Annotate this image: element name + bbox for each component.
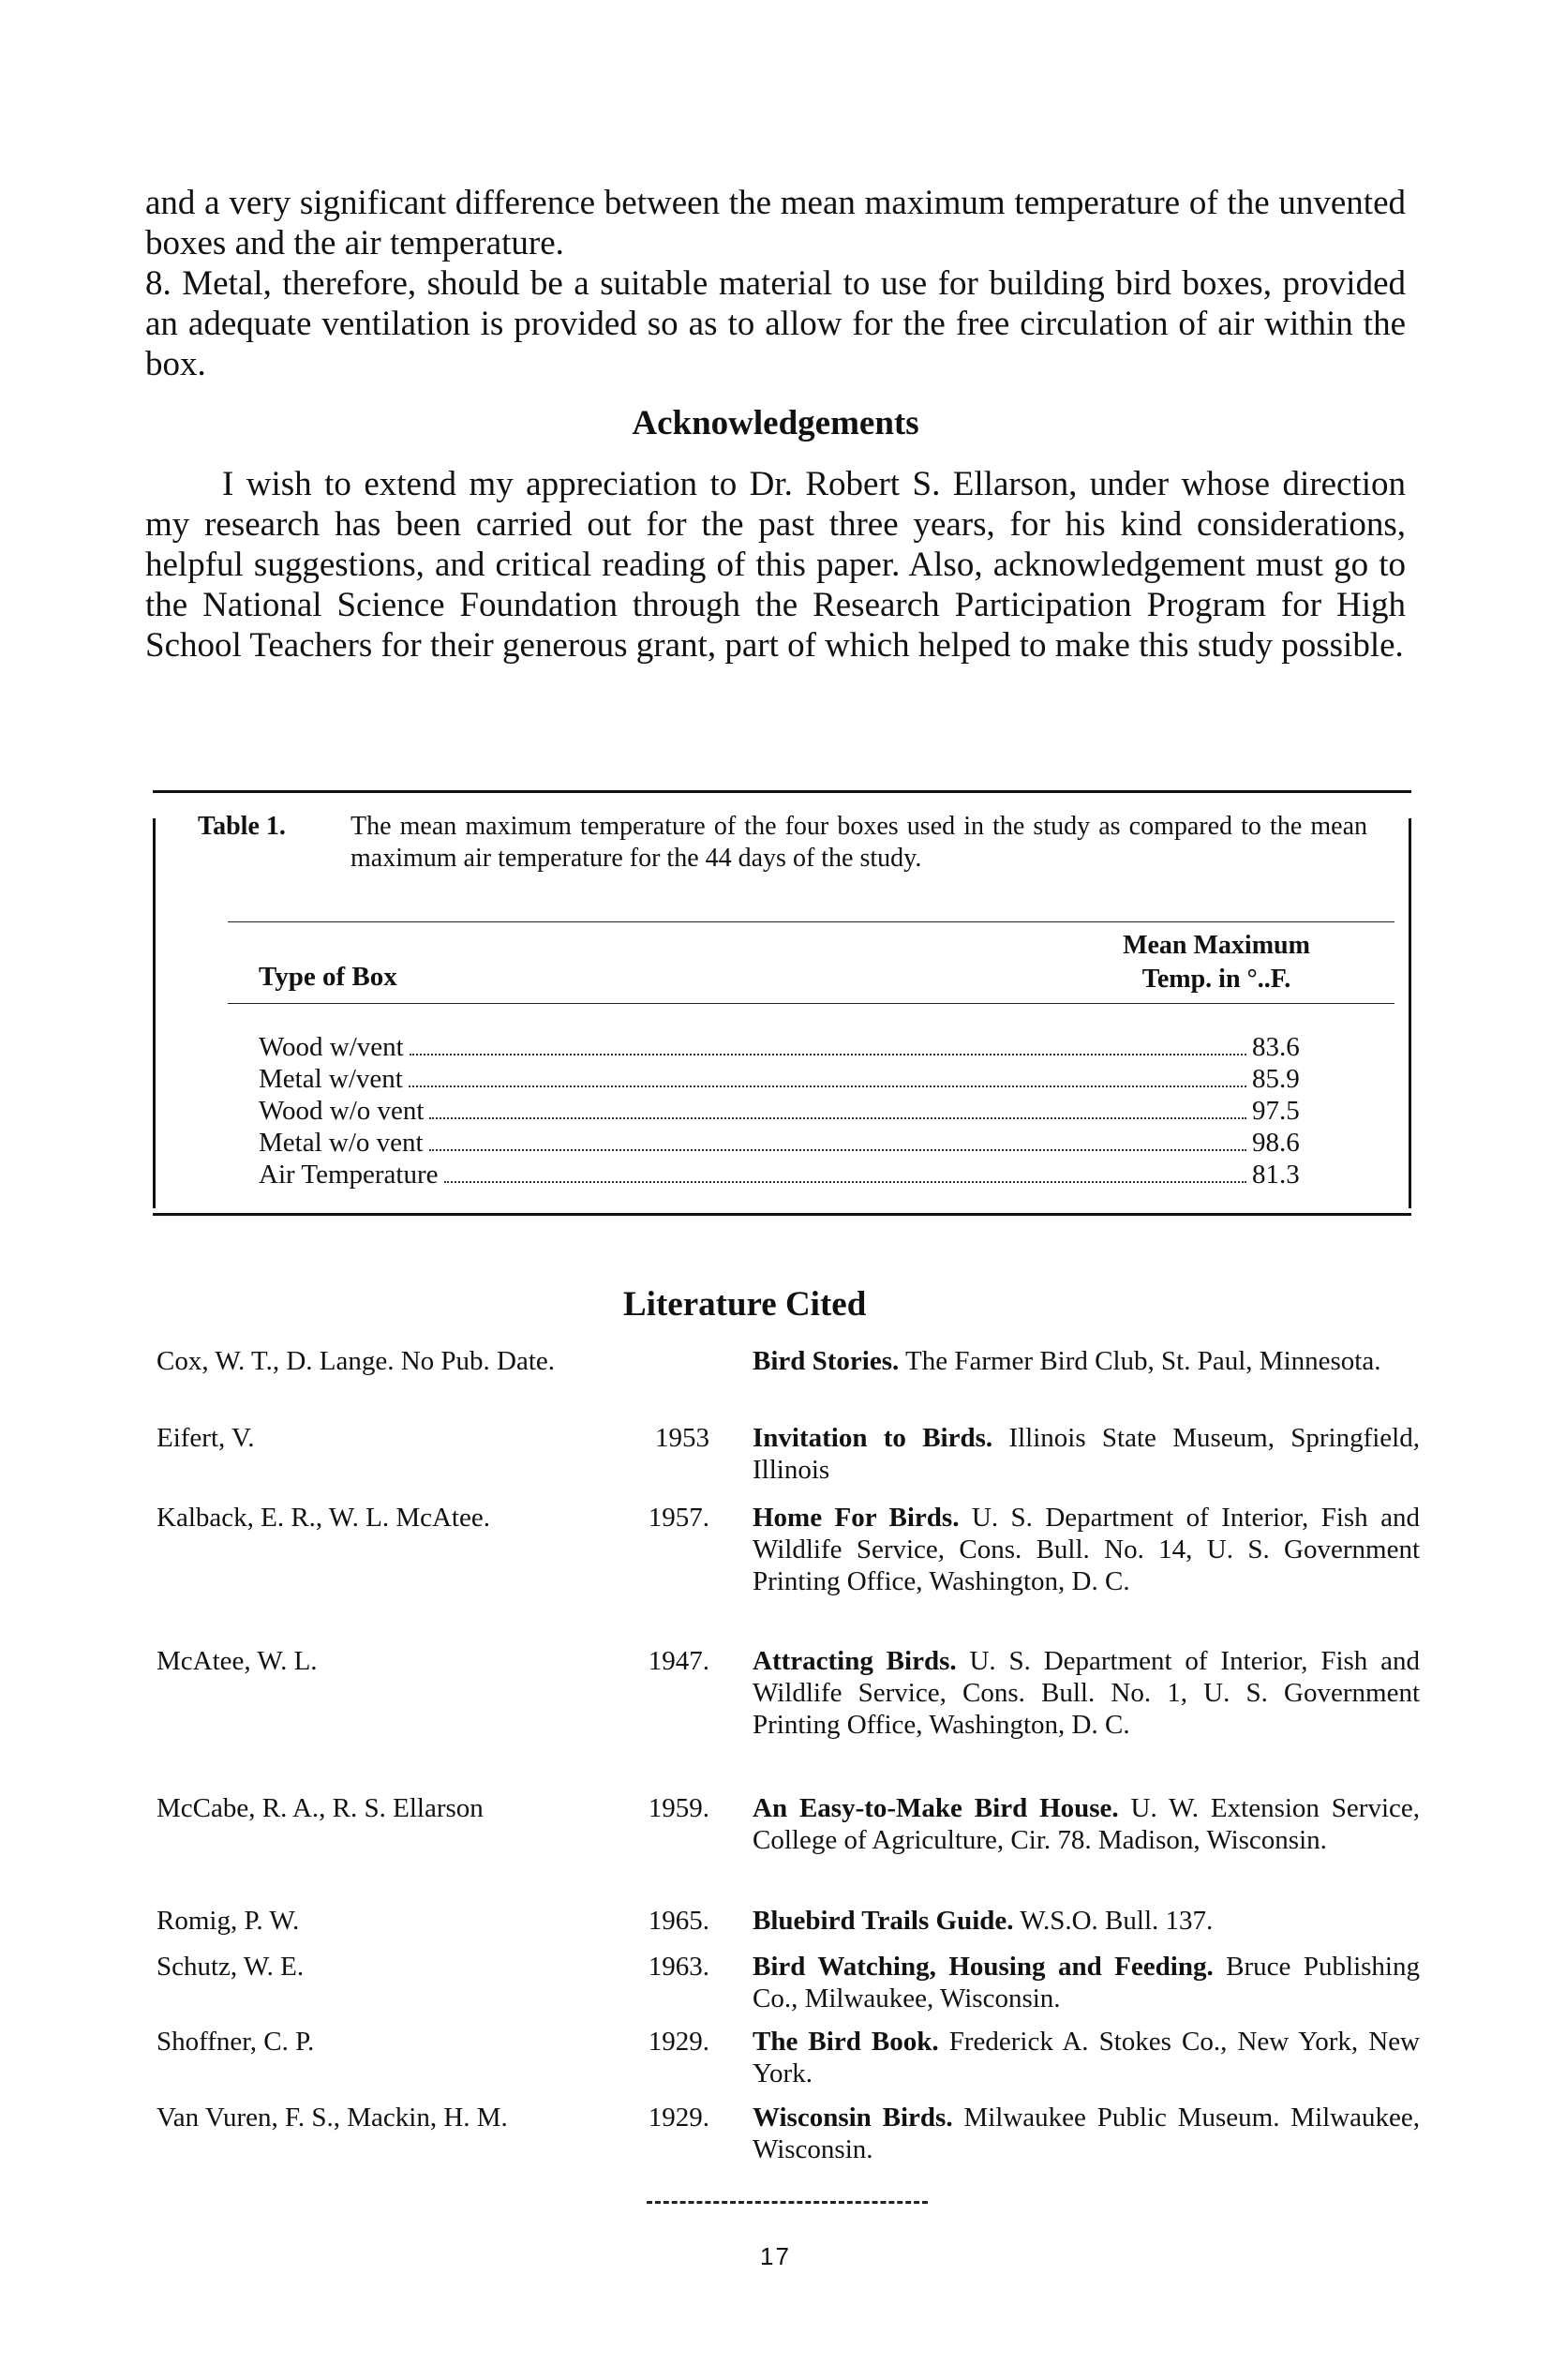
reference-year: 1963. [648,1952,709,1982]
reference-title: Bird Stories. [753,1346,900,1376]
table-row [259,1159,1318,1190]
reference-citation [753,1951,1420,2014]
reference-details: U. S. Department of Interior, Fish and Wildlife Service, Cons. Bull. No. 1, U. S. Government Printing Office, Washington, D. C. [753,1646,1420,1740]
reference-details: Milwaukee Public Museum. Milwaukee, Wisconsin. [753,2103,1420,2164]
reference-title: Home For Birds. [753,1503,960,1533]
reference-citation [753,2102,1420,2165]
row-value: 98.6 [1252,1128,1300,1158]
row-type: Metal w/o vent [259,1128,424,1158]
row-type: Wood w/vent [259,1032,404,1062]
reference-details: U. S. Department of Interior, Fish and Wildlife Service, Cons. Bull. No. 14, U. S. Government Printing Office, Washington, D. C. [753,1503,1420,1596]
reference-author: Kalback, E. R., W. L. McAtee. [157,1503,490,1533]
reference-citation [753,2026,1420,2089]
row-type: Wood w/o vent [259,1096,425,1126]
reference-author: Romig, P. W. [157,1906,300,1936]
reference-citation [753,1645,1420,1741]
reference-citation [753,1345,1420,1377]
reference-title: Attracting Birds. [753,1646,957,1676]
header-divider [228,1003,1394,1004]
reference-citation [753,1502,1420,1597]
row-type: Air Temperature [259,1160,439,1190]
end-divider [647,2201,928,2204]
row-type: Metal w/vent [259,1064,403,1094]
reference-author: Van Vuren, F. S., Mackin, H. M. [157,2103,508,2133]
reference-details: U. W. Extension Service, College of Agriculture, Cir. 78. Madison, Wisconsin. [753,1793,1420,1855]
reference-author: McCabe, R. A., R. S. Ellarson [157,1793,484,1823]
column-header-mean-line2: Temp. in °..F. [1141,965,1291,994]
reference-details: Frederick A. Stokes Co., New York, New York. [753,2027,1421,2088]
leader-dots [429,1117,1246,1119]
reference-details: Bruce Publishing Co., Milwaukee, Wisconsin. [753,1952,1420,2013]
reference-author: Schutz, W. E. [157,1952,305,1982]
reference-details: W.S.O. Bull. 137. [1013,1906,1214,1936]
reference-citation [753,1422,1420,1486]
reference-year: 1953 [655,1423,709,1453]
table-caption-text: The mean maximum temperature of the four boxes used in the study as compared to the mean maximum air temperature for the 44 days of the study. [350,812,1367,873]
table-label: Table 1. [198,812,286,841]
column-header-type: Type of Box [259,962,397,992]
leader-dots [410,1054,1246,1055]
table-top-rule [153,790,1411,793]
leader-dots [444,1181,1247,1183]
table-row [259,1095,1318,1127]
column-header-mean [1076,929,1357,996]
column-header-mean-line1: Mean Maximum [1123,931,1310,960]
table-row [259,1063,1318,1095]
table-row [259,1031,1318,1063]
reference-year: 1929. [648,2103,709,2133]
reference-author: Cox, W. T., D. Lange. No Pub. Date. [157,1346,556,1376]
table-body [259,1031,1318,1190]
leader-dots [429,1149,1246,1151]
row-value: 83.6 [1252,1032,1300,1062]
row-value: 97.5 [1252,1096,1300,1126]
reference-year: 1957. [648,1503,709,1533]
reference-year: 1947. [648,1646,709,1676]
reference-year: 1965. [648,1906,709,1936]
reference-author: Eifert, V. [157,1423,255,1453]
row-value: 85.9 [1252,1064,1300,1094]
row-value: 81.3 [1252,1160,1300,1190]
reference-citation [753,1905,1420,1937]
table-left-border [153,818,156,1208]
intro-paragraph-1: and a very significant difference between the mean maximum temperature of the unvented boxes and the air temperature. [145,184,1406,262]
table-bottom-rule [153,1213,1411,1216]
reference-details: Illinois State Museum, Springfield, Illinois [753,1423,1420,1485]
reference-title: Invitation to Birds. [753,1423,993,1453]
reference-title: The Bird Book. [753,2027,939,2057]
acknowledgements-heading: Acknowledgements [632,404,919,442]
reference-title: Bluebird Trails Guide. [753,1906,1014,1936]
leader-dots [409,1085,1246,1087]
reference-title: An Easy-to-Make Bird House. [753,1793,1119,1823]
acknowledgements-paragraph: I wish to extend my appreciation to Dr. Robert S. Ellarson, under whose direction my research has been carried out for the past three years, for his kind considerations, helpful suggestions, and critical reading of this paper. Also, acknowledgement must go to the National Science Foundation through the Research Participation Program for High School Teachers for their generous grant, part of which helped to make this study possible. [145,465,1406,665]
reference-year: 1959. [648,1793,709,1823]
reference-author: Shoffner, C. P. [157,2027,315,2057]
table-1 [153,790,1411,1216]
table-right-border [1409,818,1411,1208]
caption-divider [228,921,1394,922]
reference-year: 1929. [648,2027,709,2057]
reference-citation [753,1792,1420,1856]
page-number: 17 [760,2242,791,2270]
reference-details: The Farmer Bird Club, St. Paul, Minnesota. [899,1346,1381,1376]
reference-title: Wisconsin Birds. [753,2103,953,2133]
literature-cited-heading: Literature Cited [623,1285,867,1324]
table-row [259,1127,1318,1159]
intro-text [145,183,1406,384]
reference-author: McAtee, W. L. [157,1646,318,1676]
acknowledgements-text [145,464,1406,666]
intro-paragraph-2: 8. Metal, therefore, should be a suitable material to use for building bird boxes, provided an adequate ventilation is provided so as to allow for the free circulation of air within the box. [145,264,1406,383]
reference-title: Bird Watching, Housing and Feeding. [753,1952,1214,1982]
